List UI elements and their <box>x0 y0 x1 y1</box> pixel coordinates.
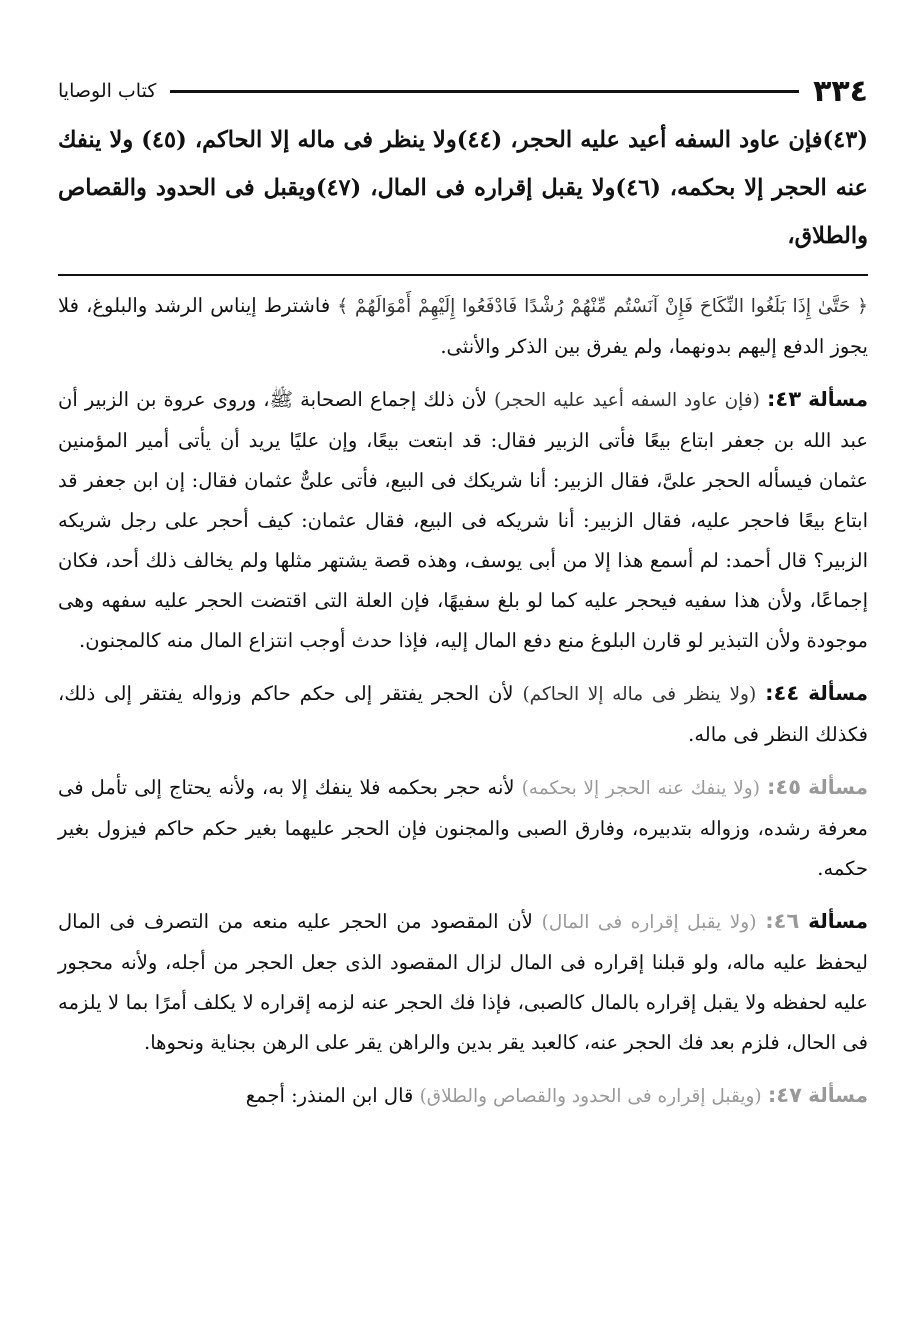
masala-label: مسألة <box>808 1083 868 1107</box>
book-title: كتاب الوصايا <box>58 80 157 102</box>
masala-number: ٤٥: <box>767 775 802 799</box>
header-rule <box>170 90 799 93</box>
masala-label: مسألة <box>808 681 869 705</box>
masala-text: لأنه حجر بحكمه فلا ينفك إلا به، ولأنه يحتاج إلى تأمل فى معرفة رشده، وزواله بتدبيره، وفارق الصبى والمجنون فإن الحجر عليهما بغير حكم حاكم فيزول بغير حكمه. <box>58 776 868 880</box>
masala-44 <box>58 673 868 755</box>
masala-quote: (ولا ينفك عنه الحجر إلا بحكمه) <box>521 778 760 799</box>
masala-quote: (ولا ينظر فى ماله إلا الحاكم) <box>522 684 757 705</box>
masala-number: ٤٦: <box>765 909 800 933</box>
masala-text: قال ابن المنذر: أجمع <box>245 1084 420 1107</box>
masala-46 <box>58 901 868 1063</box>
masala-label: مسألة <box>808 909 868 933</box>
masala-quote: (فإن عاود السفه أعيد عليه الحجر) <box>494 390 760 411</box>
masala-43 <box>58 379 868 661</box>
masala-text: لأن المقصود من الحجر عليه منعه من التصرف فى المال ليحفظ عليه ماله، ولو قبلنا إقراره فى المال لزال المقصود الذى جعل الحجر من أجله، ولأنه محجور عليه لحفظه ولا يقبل إقراره بالمال كالصبى، فإذا فك الحجر عنه لزمه إقراره لا يكلف أمرًا بما لا يلزمه فى الحال، فلزم بعد فك الحجر عنه، كالعبد يقر بدين والراهن يقر على الرهن بجناية ونحوها. <box>58 910 868 1054</box>
page-number: ٣٣٤ <box>813 73 868 109</box>
masala-label: مسألة <box>808 775 869 799</box>
masala-quote: (ولا يقبل إقراره فى المال) <box>541 912 757 933</box>
masala-47 <box>58 1075 868 1117</box>
masala-number: ٤٧: <box>767 1083 802 1107</box>
intro-text: فاشترط إيناس الرشد والبلوغ، فلا يجوز الدفع إليهم بدونهما، ولم يفرق بين الذكر والأنثى. <box>58 294 868 358</box>
page-header <box>58 72 868 110</box>
matn-text: (٤٣)فإن عاود السفه أعيد عليه الحجر، (٤٤)ولا ينظر فى ماله إلا الحاكم، (٤٥) ولا ينفك عنه الحجر إلا بحكمه، (٤٦)ولا يقبل إقراره فى المال، (٤٧)ويقبل فى الحدود والقصاص والطلاق، <box>58 127 868 249</box>
matn-divider <box>58 274 868 276</box>
masala-quote: (ويقبل إقراره فى الحدود والقصاص والطلاق) <box>419 1086 762 1107</box>
masala-text: لأن ذلك إجماع الصحابة ﷺ، وروى عروة بن الزبير أن عبد الله بن جعفر ابتاع بيعًا فأتى الزبير فقال: قد ابتعت بيعًا، وإن عليًا يريد أن يأتى أمير المؤمنين عثمان فيسأله الحجر علىَّ، فقال الزبير: أنا شريكك فى البيع، فأتى علىٌّ عثمان فقال: إن ابن جعفر قد ابتاع بيعًا فاحجر عليه، فقال الزبير: أنا شريكه فى البيع، فقال عثمان: كيف أحجر على رجل شريكه الزبير؟ قال أحمد: لم أسمع هذا إلا من أبى يوسف، وهذه قصة يشتهر مثلها ولم يخالف ذلك أحد، فكان إجماعًا، ولأن هذا سفيه فيحجر عليه كما لو بلغ سفيهًا، فإن العلة التى اقتضت الحجر عليه سفهه وهى موجودة ولأن التبذير لو قارن البلوغ منع دفع المال إليه، فإذا حدث أوجب انتزاع المال منه كالمجنون. <box>58 388 868 652</box>
masala-label: مسألة <box>808 387 869 411</box>
book-page <box>58 72 868 1292</box>
masala-45 <box>58 767 868 889</box>
quran-verse: ﴿ حَتَّىٰ إِذَا بَلَغُوا النِّكَاحَ فَإِنْ آنَسْتُم مِّنْهُمْ رُشْدًا فَادْفَعُوا إِلَيْهِمْ أَمْوَالَهُمْ ﴾ <box>337 296 868 317</box>
commentary-paragraph-intro <box>58 286 868 367</box>
masala-number: ٤٤: <box>765 681 800 705</box>
masala-text: لأن الحجر يفتقر إلى حكم حاكم وزواله يفتقر إلى ذلك، فكذلك النظر فى ماله. <box>58 682 868 746</box>
masala-number: ٤٣: <box>766 387 802 411</box>
